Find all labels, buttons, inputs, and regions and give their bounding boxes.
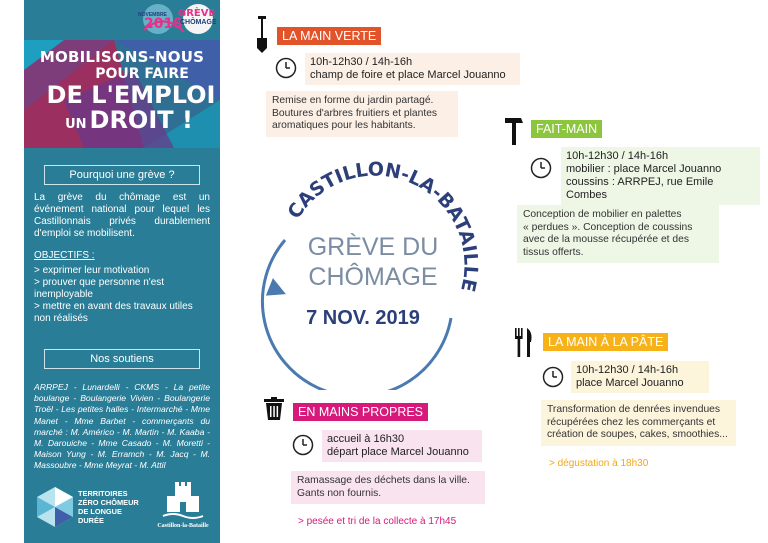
desc-line: Boutures d'arbres fruitiers et plantes (272, 107, 438, 119)
desc-line: Transformation de denrées invendues (547, 404, 721, 415)
tzcld-logo (34, 484, 144, 532)
arc-text: CASTILLON-LA-BATAILLE (283, 158, 482, 294)
fait-main-label: FAIT-MAIN (531, 120, 602, 138)
clock-icon (275, 57, 297, 79)
title-line-1: GRÈVE DU (307, 233, 439, 261)
desc-line: « perdues ». Conception de coussins (523, 221, 693, 233)
desc-line: tissus offerts. (523, 246, 584, 258)
objective-item: > mettre en avant des travaux utiles non réalisés (34, 301, 193, 324)
logo-year: 2019 (144, 16, 183, 32)
town-name: Castillon-la-Bataille (157, 523, 209, 529)
time-line: 10h-12h30 / 14h-16h (576, 364, 679, 376)
why-text: La grève du chômage est un événement national pour lequel les Castillonnais privés durablement d'emploi se mobilisent. (34, 192, 210, 239)
tzcld-line: DURÉE (78, 516, 104, 525)
tzcld-line: TERRITOIRES (78, 489, 128, 498)
main-pate-desc (541, 400, 736, 446)
clock-icon (530, 157, 552, 179)
mains-propres-note: > pesée et tri de la collecte à 17h45 (298, 516, 457, 527)
main-pate-label: LA MAIN À LA PÂTE (543, 333, 668, 351)
desc-line: Ramassage des déchets dans la ville. (297, 475, 470, 486)
time-line: coussins : ARRPEJ, rue Emile Combes (566, 176, 714, 201)
hero-line-4a: UN (65, 117, 87, 132)
shovel-icon (254, 16, 270, 54)
mains-propres-desc (291, 471, 485, 504)
time-line: accueil à 16h30 (327, 433, 405, 445)
main-verte-desc (266, 91, 458, 137)
time-line: 10h-12h30 / 14h-16h (310, 56, 413, 68)
time-line: mobilier : place Marcel Jouanno (566, 163, 722, 175)
center-title (253, 232, 493, 292)
why-section (34, 192, 210, 325)
fait-main-desc (517, 205, 719, 263)
objectives-title: OBJECTIFS : (34, 250, 95, 261)
castle-icon (161, 478, 205, 522)
logo-chomage: CHÔMAGE (180, 19, 217, 26)
logo-greve: GRÈVE (178, 8, 216, 19)
time-line: champ de foire et place Marcel Jouanno (310, 69, 506, 81)
fait-main-time (561, 147, 760, 205)
main-verte-label: LA MAIN VERTE (277, 27, 381, 45)
clock-icon (542, 366, 564, 388)
why-title: Pourquoi une grève ? (44, 165, 200, 185)
hero-line-4b: DROIT ! (89, 106, 193, 134)
center-date: 7 NOV. 2019 (306, 307, 420, 329)
fork-knife-icon (514, 328, 534, 358)
hero-line-1: MOBILISONS-NOUS (39, 48, 205, 66)
desc-line: Conception de mobilier en palettes (523, 209, 682, 220)
hero-line-3: DE L'EMPLOI (46, 81, 216, 109)
support-text: ARRPEJ - Lunardelli - CKMS - La petite boulange - Boulangerie Vivien - Boulangerie Troël - Les petites halles - Intermarché - Mme Manet - Mme Barbet - commerçants du marché : M. Américo - M. Martin - M. Kaaba - M. Darouiche - Mme Casado - M. Moretti - Maison Yung - M. Erramch - M. Jacq - M. Massoubre - Mme Meyrat - M. Attil (34, 382, 210, 471)
hexagon-logo-icon (34, 486, 76, 528)
hero-line-4 (24, 108, 220, 132)
objectives-list (34, 265, 210, 325)
mains-propres-time (322, 430, 482, 462)
time-line: 10h-12h30 / 14h-16h (566, 150, 669, 162)
desc-line: aromatiques pour les habitants. (272, 120, 416, 132)
support-title: Nos soutiens (44, 349, 200, 369)
time-line: départ place Marcel Jouanno (327, 446, 469, 458)
title-line-2: CHÔMAGE (308, 263, 438, 291)
time-line: place Marcel Jouanno (576, 377, 684, 389)
desc-line: avec de la mousse récupérée et des (523, 234, 689, 246)
hero-slogan (24, 50, 220, 132)
hero-line-2: POUR FAIRE (95, 66, 189, 82)
castillon-logo (150, 478, 216, 538)
trash-can-icon (264, 397, 284, 421)
main-pate-note: > dégustation à 18h30 (549, 458, 649, 469)
objective-item: > prouver que personne n'est inemployable (34, 277, 165, 300)
clock-icon (292, 434, 314, 456)
desc-line: Remise en forme du jardin partagé. (272, 95, 434, 106)
tzcld-line: ZÉRO CHÔMEUR (78, 498, 139, 507)
main-pate-time (571, 361, 709, 393)
sidebar (24, 0, 220, 543)
hammer-icon (503, 116, 525, 146)
desc-line: Gants non fournis. (297, 487, 382, 499)
desc-line: création de soupes, cakes, smoothies... (547, 429, 728, 441)
objective-item: > exprimer leur motivation (34, 265, 150, 276)
tzcld-line: DE LONGUE (78, 507, 122, 516)
greve-chomage-logo (134, 2, 220, 36)
mains-propres-label: EN MAINS PROPRES (293, 403, 428, 421)
main-verte-time (305, 53, 520, 85)
tzcld-text (78, 489, 139, 525)
logo-month: NOVEMBRE (138, 12, 167, 18)
desc-line: récupérées chez les commerçants et (547, 416, 716, 428)
